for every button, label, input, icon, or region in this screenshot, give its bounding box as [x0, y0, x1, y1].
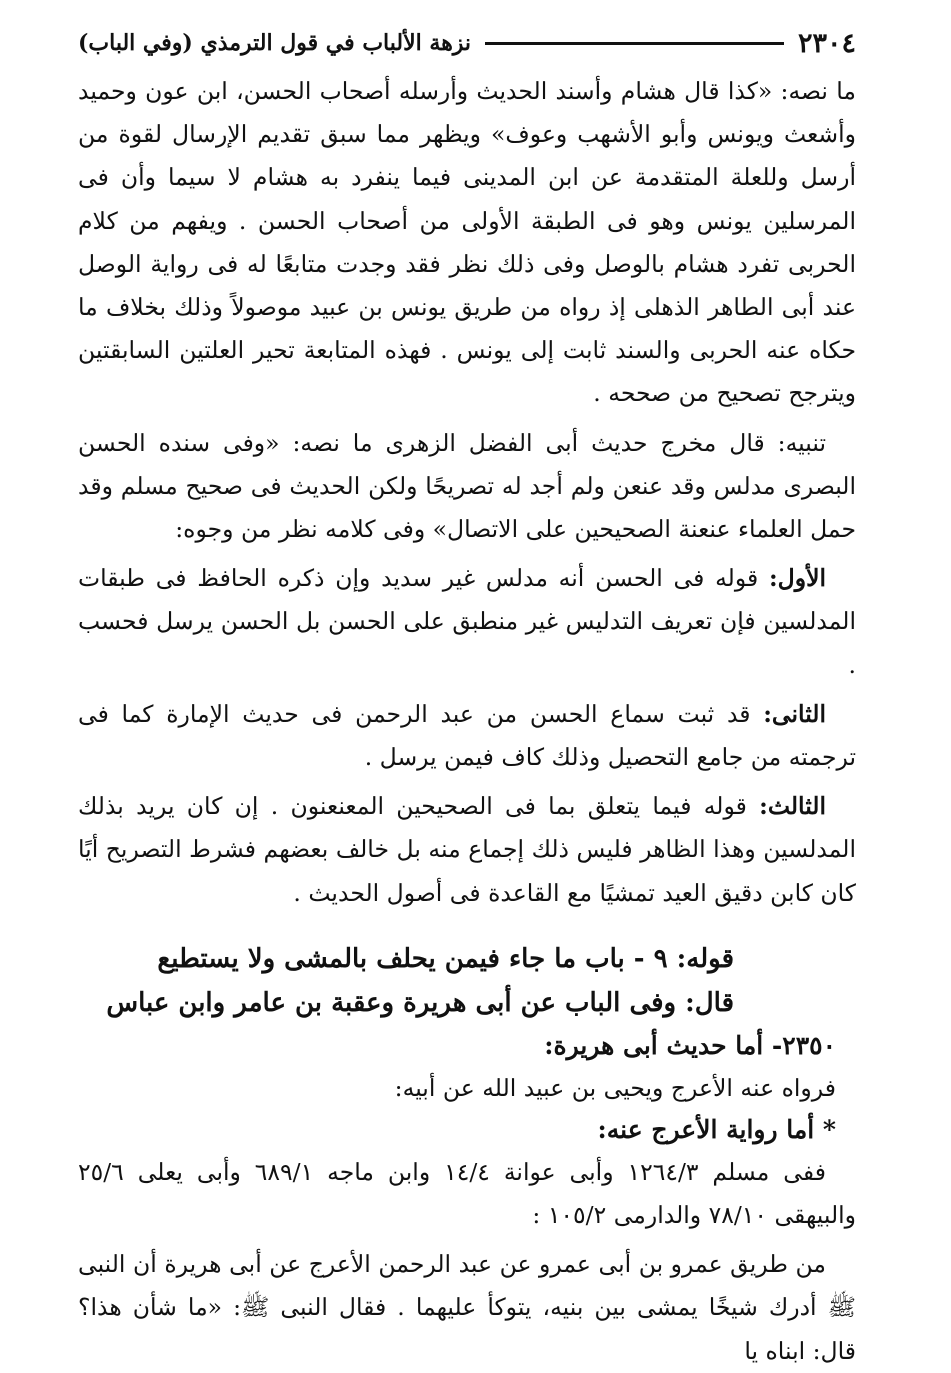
paragraph-third-point	[78, 785, 856, 915]
page-number: ٢٣٠٤	[797, 27, 856, 59]
first-point-text: قوله فى الحسن أنه مدلس غير سديد وإن ذكره الحافظ فى طبقات المدلسين فإن تعريف التدليس غير منطبق على الحسن بل الحسن يرسل فحسب .	[78, 564, 856, 679]
chapter-heading: قوله: ٩ - باب ما جاء فيمن يحلف بالمشى ولا يستطيع	[157, 943, 734, 974]
second-point-text: قد ثبت سماع الحسن من عبد الرحمن فى حديث الإمارة كما فى ترجمته من جامع التحصيل وذلك كاف فيمن يرسل .	[78, 699, 856, 772]
second-point-lead: الثانى:	[763, 699, 826, 728]
hadith-number-heading: ٢٣٥٠- أما حديث أبى هريرة:	[544, 1030, 836, 1060]
narrators-line: فرواه عنه الأعرج ويحيى بن عبيد الله عن أبيه:	[394, 1073, 836, 1102]
third-point-text: قوله فيما يتعلق بما فى الصحيحين المعنعنون . إن كان يريد بذلك المدلسين وهذا الظاهر فليس ذلك إجماع منه بل خالف بعضهم فشرط التصريح أيًا كان كابن دقيق العيد تمشيًا مع القاعدة فى أصول الحديث .	[78, 792, 856, 907]
narration-subheading: * أما رواية الأعرج عنه:	[597, 1114, 836, 1144]
first-point-lead: الأول:	[768, 564, 826, 593]
chapter-subheading: قال: وفى الباب عن أبى هريرة وعقبة بن عامر وابن عباس	[106, 987, 734, 1018]
paragraph-note: تنبيه: قال مخرج حديث أبى الفضل الزهرى ما نصه: «وفى سنده الحسن البصرى مدلس وقد عنعن ولم أجد له تصريحًا ولكن الحديث فى صحيح مسلم وقد حمل العلماء عنعنة الصحيحين على الاتصال» وفى كلامه نظر من وجوه:	[78, 428, 856, 544]
paragraph-first-point	[78, 557, 856, 687]
page-header	[78, 24, 856, 62]
third-point-lead: الثالث:	[759, 792, 826, 821]
paragraph-hadith-text: من طريق عمرو بن أبى عمرو عن عبد الرحمن الأعرج عن أبى هريرة أن النبى ﷺ أدرك شيخًا يمشى بين بنيه، يتوكأ عليهما . فقال النبى ﷺ: «ما شأن هذا؟ قال: ابناه يا	[78, 1250, 856, 1365]
paragraph-hisham-narration: ما نصه: «كذا قال هشام وأسند الحديث وأرسله أصحاب الحسن، ابن عون وحميد وأشعث ويونس وأبو الأشهب وعوف» ويظهر مما سبق تقديم الإرسال لقوة من أرسل وللعلة المتقدمة عن ابن المدينى فيما ينفرد به هشام لا سيما وأن فى المرسلين يونس وهو فى الطبقة الأولى من أصحاب الحسن . ويفهم من كلام الحربى تفرد هشام بالوصل وفى ذلك نظر فقد وجدت متابعًا له فى رواية الوصل عند أبى الطاهر الذهلى إذ رواه من طريق يونس بن عبيد موصولاً وذلك بخلاف ما حكاه عنه الحربى والسند ثابت إلى يونس . فهذه المتابعة تحير العلتين السابقتين ويترجح تصحيح من صححه .	[78, 77, 856, 408]
paragraph-references: ففى مسلم ١٢٦٤/٣ وأبى عوانة ١٤/٤ وابن ماجه ٦٨٩/١ وأبى يعلى ٢٥/٦ والبيهقى ٧٨/١٠ والدارمى ١٠٥/٢ :	[78, 1157, 856, 1230]
running-title: نزهة الألباب في قول الترمذي (وفي الباب)	[78, 30, 472, 56]
header-rule	[485, 42, 784, 45]
paragraph-second-point	[78, 693, 856, 779]
